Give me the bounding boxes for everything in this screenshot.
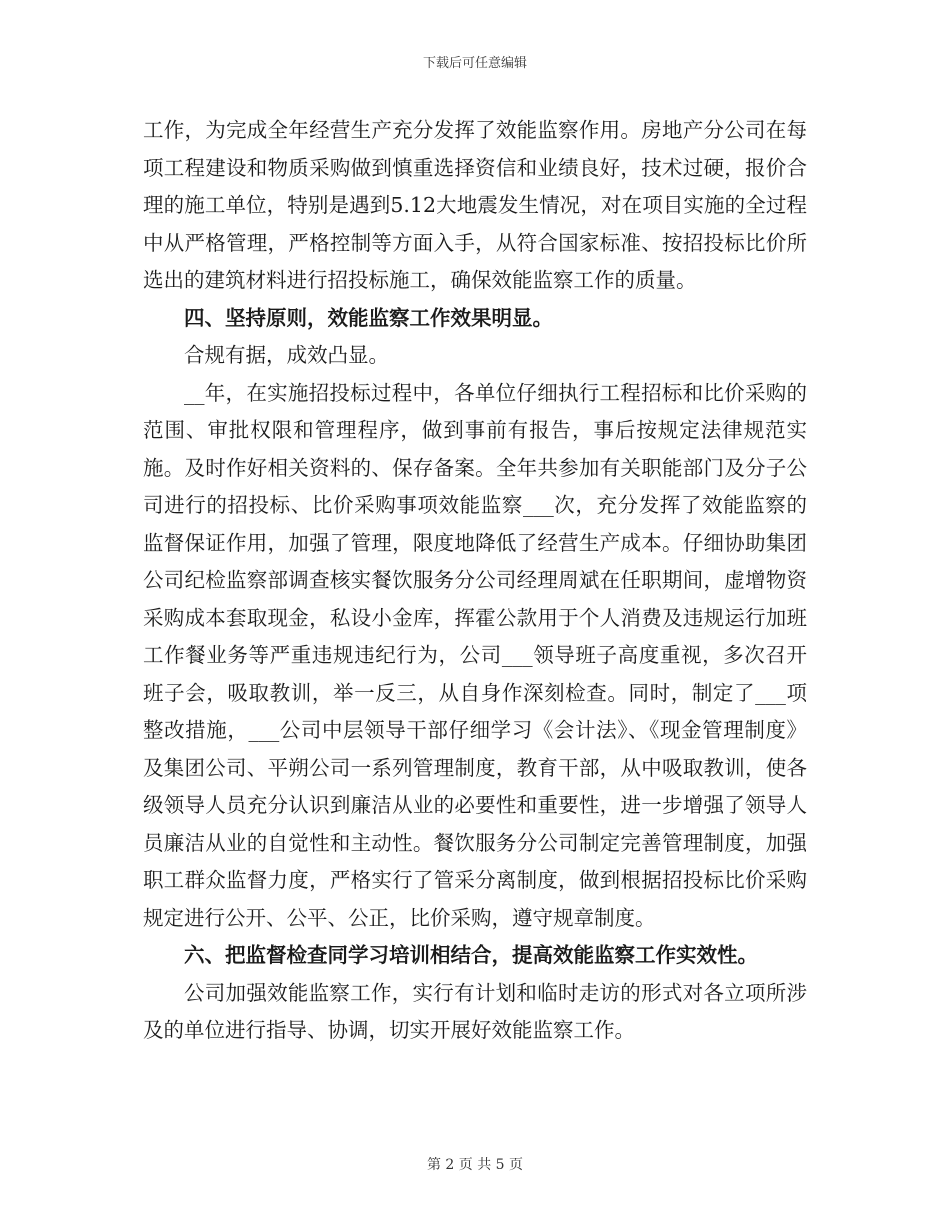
document-body — [143, 112, 807, 1050]
paragraph-summary: 合规有据，成效凸显。 — [184, 343, 389, 367]
section-heading-four: 四、坚持原则，效能监察工作效果明显。 — [184, 305, 553, 330]
paragraph-continuation: 工作，为完成全年经营生产充分发挥了效能监察作用。房地产分公司在每项工程建设和物质采购做到慎重选择资信和业绩良好，技术过硬，报价合理的施工单位，特别是遇到5.12大地震发生情况，对在项目实施的全过程中从严格管理，严格控制等方面入手，从符合国家标准、按招投标比价所选出的建筑材料进行招投标施工，确保效能监察工作的质量。 — [143, 118, 807, 292]
section-heading-six: 六、把监督检查同学习培训相结合，提高效能监察工作实效性。 — [184, 943, 758, 967]
paragraph-bidding-details: __年，在实施招投标过程中，各单位仔细执行工程招标和比价采购的范围、审批权限和管理程序，做到事前有报告，事后按规定法律规范实施。及时作好相关资料的、保存备案。全年共参加有关职能部门及分子公司进行的招投标、比价采购事项效能监察___次，充分发挥了效能监察的监督保证作用，加强了管理，限度地降低了经营生产成本。仔细协助集团公司纪检监察部调查核实餐饮服务分公司经理周斌在任职期间，虚增物资采购成本套取现金，私设小金库，挥霍公款用于个人消费及违规运行加班工作餐业务等严重违规违纪行为，公司___领导班子高度重视，多次召开班子会，吸取教训，举一反三，从自身作深刻检查。同时，制定了___项整改措施，___公司中层领导干部仔细学习《会计法》、《现金管理制度》及集团公司、平朔公司一系列管理制度，教育干部，从中吸取教训，使各级领导人员充分认识到廉洁从业的必要性和重要性，进一步增强了领导人员廉洁从业的自觉性和主动性。餐饮服务分公司制定完善管理制度，加强职工群众监督力度，严格实行了管采分离制度，做到根据招投标比价采购规定进行公开、公平、公正，比价采购，遵守规章制度。 — [143, 380, 807, 930]
paragraph-supervision: 公司加强效能监察工作，实行有计划和临时走访的形式对各立项所涉及的单位进行指导、协调，切实开展好效能监察工作。 — [143, 980, 807, 1042]
page-footer: 第 2 页 共 5 页 — [426, 1157, 524, 1173]
page-header: 下载后可任意编辑 — [422, 56, 527, 71]
